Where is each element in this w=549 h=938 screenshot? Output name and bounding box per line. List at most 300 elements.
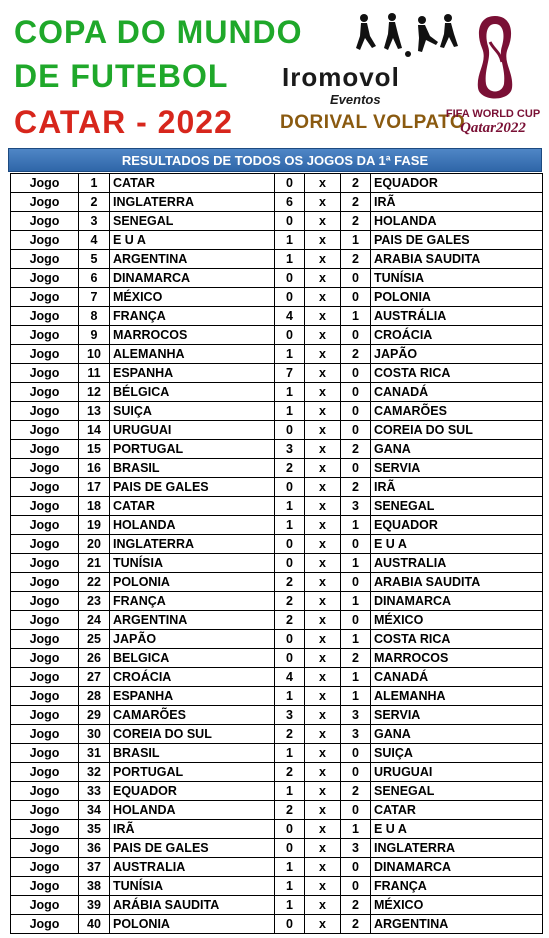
away-team: SENEGAL — [371, 497, 543, 516]
away-score: 1 — [341, 307, 371, 326]
home-team: INGLATERRA — [110, 193, 275, 212]
home-team: EQUADOR — [110, 782, 275, 801]
away-score: 1 — [341, 231, 371, 250]
home-team: HOLANDA — [110, 801, 275, 820]
world-cup-emblem-icon — [468, 12, 522, 108]
home-score: 3 — [275, 440, 305, 459]
table-row — [11, 801, 543, 820]
away-team: INGLATERRA — [371, 839, 543, 858]
game-number: 35 — [79, 820, 110, 839]
home-team: PAIS DE GALES — [110, 478, 275, 497]
versus-mark: x — [305, 630, 341, 649]
home-team: FRANÇA — [110, 307, 275, 326]
game-number: 9 — [79, 326, 110, 345]
home-score: 6 — [275, 193, 305, 212]
home-team: CAMARÕES — [110, 706, 275, 725]
jogo-label: Jogo — [11, 554, 79, 573]
home-score: 1 — [275, 383, 305, 402]
home-team: INGLATERRA — [110, 535, 275, 554]
home-team: CATAR — [110, 174, 275, 193]
home-team: ARÁBIA SAUDITA — [110, 896, 275, 915]
table-row — [11, 440, 543, 459]
away-score: 1 — [341, 820, 371, 839]
home-team: CATAR — [110, 497, 275, 516]
logo-text: Iromovol — [282, 62, 400, 92]
table-row — [11, 516, 543, 535]
game-number: 21 — [79, 554, 110, 573]
table-row — [11, 459, 543, 478]
game-number: 24 — [79, 611, 110, 630]
away-team: ARGENTINA — [371, 915, 543, 934]
home-team: POLONIA — [110, 573, 275, 592]
home-score: 0 — [275, 212, 305, 231]
table-row — [11, 611, 543, 630]
table-row — [11, 782, 543, 801]
away-team: COREIA DO SUL — [371, 421, 543, 440]
home-score: 1 — [275, 687, 305, 706]
game-number: 28 — [79, 687, 110, 706]
away-score: 2 — [341, 345, 371, 364]
home-team: BELGICA — [110, 649, 275, 668]
jogo-label: Jogo — [11, 858, 79, 877]
versus-mark: x — [305, 687, 341, 706]
away-score: 1 — [341, 668, 371, 687]
table-row — [11, 193, 543, 212]
results-banner: RESULTADOS DE TODOS OS JOGOS DA 1ª FASE — [8, 148, 542, 172]
game-number: 8 — [79, 307, 110, 326]
jogo-label: Jogo — [11, 459, 79, 478]
jogo-label: Jogo — [11, 535, 79, 554]
away-team: SUIÇA — [371, 744, 543, 763]
table-row — [11, 345, 543, 364]
home-score: 4 — [275, 668, 305, 687]
title-text-1: COPA DO MUNDO — [14, 14, 303, 50]
home-score: 0 — [275, 478, 305, 497]
jogo-label: Jogo — [11, 250, 79, 269]
away-score: 3 — [341, 497, 371, 516]
jogo-label: Jogo — [11, 478, 79, 497]
jogo-label: Jogo — [11, 497, 79, 516]
home-score: 0 — [275, 421, 305, 440]
table-row — [11, 174, 543, 193]
away-score: 0 — [341, 611, 371, 630]
players-silhouette-icon — [352, 12, 464, 60]
home-score: 2 — [275, 573, 305, 592]
away-team: TUNÍSIA — [371, 269, 543, 288]
away-score: 2 — [341, 440, 371, 459]
title-line-2 — [14, 58, 228, 95]
world-cup-label: FIFA WORLD CUP — [445, 108, 541, 120]
versus-mark: x — [305, 915, 341, 934]
away-score: 0 — [341, 573, 371, 592]
table-row — [11, 820, 543, 839]
home-score: 1 — [275, 858, 305, 877]
away-team: SERVIA — [371, 459, 543, 478]
title-text-2: DE FUTEBOL — [14, 58, 229, 94]
home-score: 4 — [275, 307, 305, 326]
table-row — [11, 744, 543, 763]
game-number: 7 — [79, 288, 110, 307]
away-team: IRÃ — [371, 193, 543, 212]
home-team: PORTUGAL — [110, 440, 275, 459]
table-row — [11, 573, 543, 592]
versus-mark: x — [305, 592, 341, 611]
game-number: 3 — [79, 212, 110, 231]
home-team: CROÁCIA — [110, 668, 275, 687]
away-team: ALEMANHA — [371, 687, 543, 706]
away-score: 1 — [341, 516, 371, 535]
jogo-label: Jogo — [11, 421, 79, 440]
away-team: CROÁCIA — [371, 326, 543, 345]
table-row — [11, 497, 543, 516]
home-score: 2 — [275, 725, 305, 744]
away-team: DINAMARCA — [371, 858, 543, 877]
home-score: 7 — [275, 364, 305, 383]
versus-mark: x — [305, 573, 341, 592]
home-score: 3 — [275, 706, 305, 725]
game-number: 25 — [79, 630, 110, 649]
jogo-label: Jogo — [11, 782, 79, 801]
versus-mark: x — [305, 649, 341, 668]
away-team: COSTA RICA — [371, 630, 543, 649]
home-score: 1 — [275, 231, 305, 250]
home-team: DINAMARCA — [110, 269, 275, 288]
away-score: 2 — [341, 478, 371, 497]
jogo-label: Jogo — [11, 573, 79, 592]
home-team: BRASIL — [110, 459, 275, 478]
game-number: 16 — [79, 459, 110, 478]
away-team: ARABIA SAUDITA — [371, 250, 543, 269]
table-row — [11, 915, 543, 934]
away-score: 0 — [341, 801, 371, 820]
home-score: 0 — [275, 554, 305, 573]
home-team: SENEGAL — [110, 212, 275, 231]
jogo-label: Jogo — [11, 516, 79, 535]
away-team: EQUADOR — [371, 516, 543, 535]
game-number: 20 — [79, 535, 110, 554]
home-team: SUIÇA — [110, 402, 275, 421]
away-team: JAPÃO — [371, 345, 543, 364]
game-number: 27 — [79, 668, 110, 687]
home-score: 2 — [275, 801, 305, 820]
jogo-label: Jogo — [11, 820, 79, 839]
versus-mark: x — [305, 383, 341, 402]
game-number: 37 — [79, 858, 110, 877]
away-team: MÉXICO — [371, 896, 543, 915]
jogo-label: Jogo — [11, 212, 79, 231]
game-number: 34 — [79, 801, 110, 820]
logo-subtitle: Eventos — [330, 92, 381, 107]
versus-mark: x — [305, 307, 341, 326]
jogo-label: Jogo — [11, 877, 79, 896]
away-score: 3 — [341, 706, 371, 725]
table-row — [11, 421, 543, 440]
game-number: 30 — [79, 725, 110, 744]
away-score: 0 — [341, 877, 371, 896]
versus-mark: x — [305, 421, 341, 440]
versus-mark: x — [305, 801, 341, 820]
jogo-label: Jogo — [11, 383, 79, 402]
away-team: MARROCOS — [371, 649, 543, 668]
game-number: 18 — [79, 497, 110, 516]
away-team: CANADÁ — [371, 668, 543, 687]
home-team: ARGENTINA — [110, 250, 275, 269]
table-row — [11, 250, 543, 269]
jogo-label: Jogo — [11, 668, 79, 687]
game-number: 26 — [79, 649, 110, 668]
home-score: 2 — [275, 459, 305, 478]
game-number: 14 — [79, 421, 110, 440]
jogo-label: Jogo — [11, 592, 79, 611]
jogo-label: Jogo — [11, 326, 79, 345]
versus-mark: x — [305, 611, 341, 630]
versus-mark: x — [305, 839, 341, 858]
table-row — [11, 839, 543, 858]
game-number: 31 — [79, 744, 110, 763]
home-team: TUNÍSIA — [110, 877, 275, 896]
home-team: BRASIL — [110, 744, 275, 763]
home-team: PORTUGAL — [110, 763, 275, 782]
title-line-3 — [14, 104, 233, 141]
home-score: 0 — [275, 820, 305, 839]
jogo-label: Jogo — [11, 288, 79, 307]
home-team: ESPANHA — [110, 364, 275, 383]
away-team: CATAR — [371, 801, 543, 820]
game-number: 13 — [79, 402, 110, 421]
away-score: 2 — [341, 649, 371, 668]
versus-mark: x — [305, 896, 341, 915]
jogo-label: Jogo — [11, 193, 79, 212]
home-team: COREIA DO SUL — [110, 725, 275, 744]
versus-mark: x — [305, 288, 341, 307]
home-score: 1 — [275, 896, 305, 915]
away-team: POLONIA — [371, 288, 543, 307]
home-team: JAPÃO — [110, 630, 275, 649]
versus-mark: x — [305, 858, 341, 877]
jogo-label: Jogo — [11, 611, 79, 630]
jogo-label: Jogo — [11, 174, 79, 193]
home-score: 2 — [275, 592, 305, 611]
jogo-label: Jogo — [11, 687, 79, 706]
home-team: ESPANHA — [110, 687, 275, 706]
home-score: 1 — [275, 497, 305, 516]
jogo-label: Jogo — [11, 364, 79, 383]
home-score: 0 — [275, 630, 305, 649]
away-score: 2 — [341, 212, 371, 231]
jogo-label: Jogo — [11, 725, 79, 744]
home-score: 2 — [275, 763, 305, 782]
table-row — [11, 478, 543, 497]
home-score: 1 — [275, 516, 305, 535]
away-team: E U A — [371, 820, 543, 839]
game-number: 10 — [79, 345, 110, 364]
home-team: POLONIA — [110, 915, 275, 934]
away-score: 0 — [341, 269, 371, 288]
away-team: DINAMARCA — [371, 592, 543, 611]
game-number: 19 — [79, 516, 110, 535]
jogo-label: Jogo — [11, 649, 79, 668]
home-score: 1 — [275, 250, 305, 269]
versus-mark: x — [305, 782, 341, 801]
away-team: ARABIA SAUDITA — [371, 573, 543, 592]
iromovol-logo — [282, 62, 442, 110]
away-team: CAMARÕES — [371, 402, 543, 421]
game-number: 15 — [79, 440, 110, 459]
home-score: 2 — [275, 611, 305, 630]
table-row — [11, 383, 543, 402]
away-team: COSTA RICA — [371, 364, 543, 383]
header — [0, 0, 549, 146]
home-score: 0 — [275, 269, 305, 288]
versus-mark: x — [305, 364, 341, 383]
home-score: 0 — [275, 915, 305, 934]
jogo-label: Jogo — [11, 440, 79, 459]
versus-mark: x — [305, 402, 341, 421]
home-team: MÉXICO — [110, 288, 275, 307]
home-score: 1 — [275, 345, 305, 364]
home-team: PAIS DE GALES — [110, 839, 275, 858]
home-score: 1 — [275, 402, 305, 421]
home-score: 1 — [275, 782, 305, 801]
home-score: 1 — [275, 744, 305, 763]
jogo-label: Jogo — [11, 345, 79, 364]
jogo-label: Jogo — [11, 744, 79, 763]
jogo-label: Jogo — [11, 763, 79, 782]
versus-mark: x — [305, 345, 341, 364]
away-team: GANA — [371, 725, 543, 744]
away-score: 0 — [341, 364, 371, 383]
away-score: 0 — [341, 383, 371, 402]
away-score: 0 — [341, 763, 371, 782]
jogo-label: Jogo — [11, 915, 79, 934]
jogo-label: Jogo — [11, 896, 79, 915]
jogo-label: Jogo — [11, 801, 79, 820]
versus-mark: x — [305, 231, 341, 250]
jogo-label: Jogo — [11, 630, 79, 649]
versus-mark: x — [305, 497, 341, 516]
title-line-1 — [14, 14, 303, 51]
table-row — [11, 269, 543, 288]
home-team: MARROCOS — [110, 326, 275, 345]
versus-mark: x — [305, 763, 341, 782]
game-number: 23 — [79, 592, 110, 611]
home-score: 0 — [275, 535, 305, 554]
table-row — [11, 763, 543, 782]
away-score: 0 — [341, 326, 371, 345]
table-row — [11, 535, 543, 554]
away-score: 1 — [341, 687, 371, 706]
jogo-label: Jogo — [11, 402, 79, 421]
versus-mark: x — [305, 250, 341, 269]
game-number: 2 — [79, 193, 110, 212]
home-score: 1 — [275, 877, 305, 896]
versus-mark: x — [305, 193, 341, 212]
table-row — [11, 212, 543, 231]
away-score: 1 — [341, 592, 371, 611]
away-team: GANA — [371, 440, 543, 459]
game-number: 32 — [79, 763, 110, 782]
table-row — [11, 554, 543, 573]
away-team: E U A — [371, 535, 543, 554]
home-team: ALEMANHA — [110, 345, 275, 364]
table-row — [11, 668, 543, 687]
away-score: 0 — [341, 858, 371, 877]
versus-mark: x — [305, 535, 341, 554]
versus-mark: x — [305, 725, 341, 744]
game-number: 38 — [79, 877, 110, 896]
away-team: MÉXICO — [371, 611, 543, 630]
game-number: 17 — [79, 478, 110, 497]
away-team: FRANÇA — [371, 877, 543, 896]
away-team: AUSTRALIA — [371, 554, 543, 573]
versus-mark: x — [305, 174, 341, 193]
home-team: TUNÍSIA — [110, 554, 275, 573]
away-team: HOLANDA — [371, 212, 543, 231]
home-score: 0 — [275, 288, 305, 307]
home-team: ARGENTINA — [110, 611, 275, 630]
table-row — [11, 307, 543, 326]
away-team: CANADÁ — [371, 383, 543, 402]
home-team: E U A — [110, 231, 275, 250]
game-number: 12 — [79, 383, 110, 402]
away-score: 0 — [341, 288, 371, 307]
versus-mark: x — [305, 820, 341, 839]
away-score: 2 — [341, 193, 371, 212]
versus-mark: x — [305, 478, 341, 497]
away-team: EQUADOR — [371, 174, 543, 193]
away-team: IRÃ — [371, 478, 543, 497]
home-score: 0 — [275, 839, 305, 858]
versus-mark: x — [305, 440, 341, 459]
home-team: URUGUAI — [110, 421, 275, 440]
table-row — [11, 364, 543, 383]
versus-mark: x — [305, 744, 341, 763]
table-row — [11, 630, 543, 649]
game-number: 11 — [79, 364, 110, 383]
away-team: SERVIA — [371, 706, 543, 725]
game-number: 5 — [79, 250, 110, 269]
game-number: 40 — [79, 915, 110, 934]
table-row — [11, 592, 543, 611]
table-row — [11, 402, 543, 421]
table-row — [11, 326, 543, 345]
table-row — [11, 858, 543, 877]
away-score: 2 — [341, 174, 371, 193]
table-row — [11, 706, 543, 725]
game-number: 29 — [79, 706, 110, 725]
versus-mark: x — [305, 554, 341, 573]
table-row — [11, 877, 543, 896]
table-row — [11, 288, 543, 307]
results-table — [10, 173, 543, 934]
jogo-label: Jogo — [11, 307, 79, 326]
game-number: 39 — [79, 896, 110, 915]
away-score: 1 — [341, 554, 371, 573]
away-score: 2 — [341, 782, 371, 801]
game-number: 4 — [79, 231, 110, 250]
home-score: 0 — [275, 174, 305, 193]
table-row — [11, 231, 543, 250]
table-row — [11, 725, 543, 744]
away-score: 2 — [341, 915, 371, 934]
table-row — [11, 896, 543, 915]
versus-mark: x — [305, 516, 341, 535]
versus-mark: x — [305, 706, 341, 725]
game-number: 6 — [79, 269, 110, 288]
home-score: 0 — [275, 326, 305, 345]
versus-mark: x — [305, 212, 341, 231]
away-score: 1 — [341, 630, 371, 649]
